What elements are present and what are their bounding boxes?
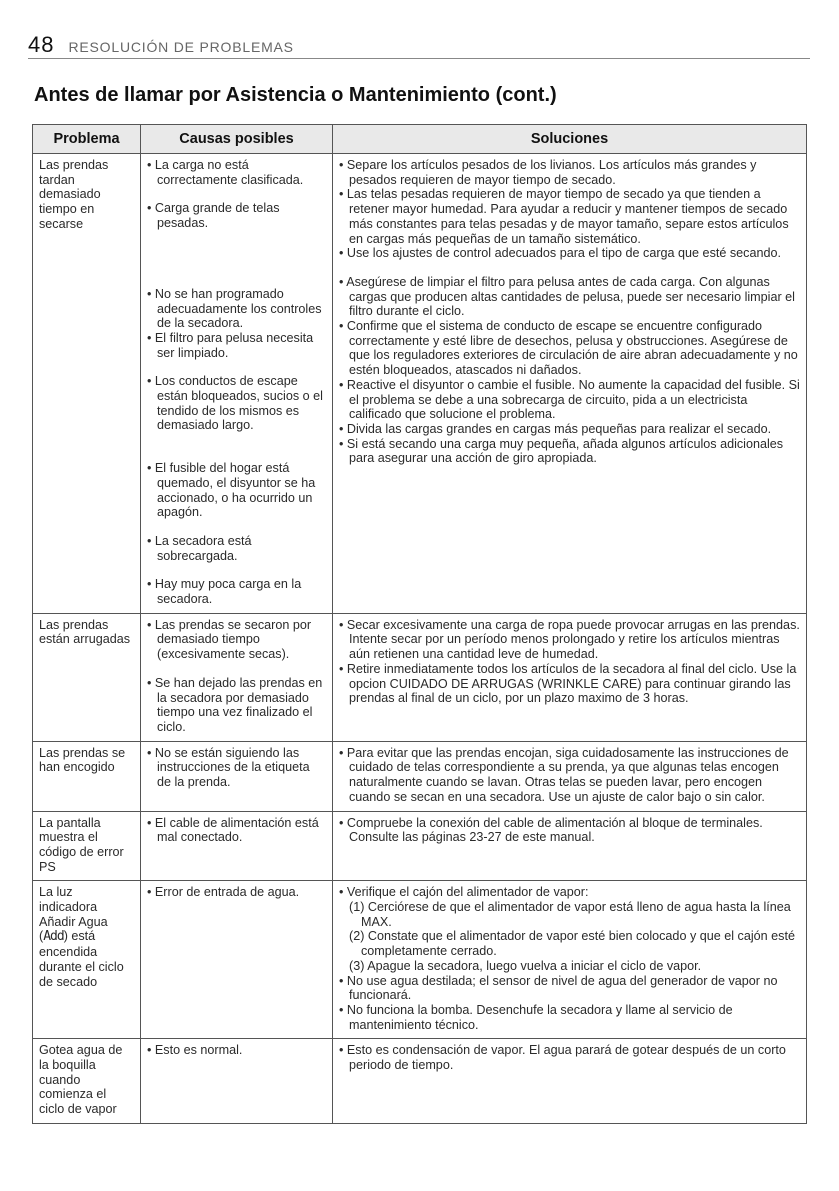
solution-item: • Reactive el disyuntor o cambie el fusible. No aumente la capacidad del fusible. Si el problema se debe a una sobrecarga de circuito, pida a un electricista calificado que solucione el problema. bbox=[339, 377, 800, 422]
causes-cell bbox=[141, 154, 333, 614]
problem-cell: Las prendas se han encogido bbox=[33, 741, 141, 811]
solution-subitem: (2) Constate que el alimentador de vapor esté bien colocado y que el cajón esté completamente cerrado. bbox=[349, 929, 795, 959]
cause-item: • El fusible del hogar está quemado, el disyuntor se ha accionado, o ha ocurrido un apagón. bbox=[147, 461, 316, 520]
table-header-row bbox=[33, 125, 807, 154]
problem-cell bbox=[33, 881, 141, 1039]
cause-item: • El cable de alimentación está mal conectado. bbox=[147, 815, 319, 845]
solution-item: • Secar excesivamente una carga de ropa puede provocar arrugas en las prendas. Intente secar por un período menos prolongado y retire los artículos mientras aún retienen una cantidad leve de humedad. bbox=[339, 617, 800, 662]
table-row bbox=[33, 154, 807, 614]
header-problem: Problema bbox=[33, 125, 141, 154]
cause-item: • La secadora está sobrecargada. bbox=[147, 533, 252, 563]
section-title: RESOLUCIÓN DE PROBLEMAS bbox=[68, 39, 294, 55]
solution-item: • Verifique el cajón del alimentador de vapor: bbox=[339, 885, 589, 900]
solution-item: • Divida las cargas grandes en cargas más pequeñas para realizar el secado. bbox=[339, 421, 772, 436]
problem-cell: La pantalla muestra el código de error PS bbox=[33, 811, 141, 881]
problem-text: La luz indicadora Añadir Agua ( bbox=[39, 885, 108, 944]
problem-text: ) está encendida durante el ciclo de secado bbox=[39, 929, 124, 989]
causes-cell bbox=[141, 811, 333, 881]
header-solutions: Soluciones bbox=[333, 125, 807, 154]
cause-item: • No se han programado adecuadamente los controles de la secadora. bbox=[147, 286, 322, 331]
solution-subitem: (3) Apague la secadora, luego vuelva a iniciar el ciclo de vapor. bbox=[349, 958, 702, 973]
cause-item: • Hay muy poca carga en la secadora. bbox=[147, 577, 302, 607]
solutions-cell bbox=[333, 154, 807, 614]
table-row bbox=[33, 613, 807, 741]
table-row bbox=[33, 881, 807, 1039]
solution-item: • Separe los artículos pesados de los livianos. Los artículos más grandes y pesados requieren de mayor tiempo de secado. bbox=[339, 158, 757, 187]
solution-item: • Retire inmediatamente todos los artículos de la secadora al final del ciclo. Use la opcion CUIDADO DE ARRUGAS (WRINKLE CARE) para continuar girando las prendas al final de un ciclo, por un plazo maximo de 3 horas. bbox=[339, 661, 797, 706]
solutions-cell bbox=[333, 1039, 807, 1124]
causes-cell bbox=[141, 613, 333, 741]
troubleshooting-table bbox=[32, 124, 807, 1124]
solution-item: • Confirme que el sistema de conducto de escape se encuentre configurado correctamente y esté libre de desechos, pelusa y obstrucciones. Asegúrese de que los reguladores exteriores de circulación de aire abran adecuadamente y no estén bloqueados, atascados ni dañados. bbox=[339, 319, 798, 378]
cause-item: • Error de entrada de agua. bbox=[147, 885, 300, 900]
cause-item: • La carga no está correctamente clasificada. bbox=[147, 158, 304, 187]
solutions-cell bbox=[333, 741, 807, 811]
solutions-cell bbox=[333, 881, 807, 1039]
causes-cell bbox=[141, 741, 333, 811]
table-row bbox=[33, 811, 807, 881]
solutions-cell bbox=[333, 811, 807, 881]
cause-item: • Los conductos de escape están bloqueados, sucios o el tendido de los mismos es demasiado largo. bbox=[147, 374, 323, 433]
causes-cell bbox=[141, 881, 333, 1039]
solution-item: • Asegúrese de limpiar el filtro para pelusa antes de cada carga. Con algunas cargas que producen altas cantidades de pelusa, puede ser necesario limpiar el filtro durante el ciclo. bbox=[339, 274, 795, 319]
add-water-indicator-icon: Add bbox=[43, 929, 64, 945]
page-title: Antes de llamar por Asistencia o Mantenimiento (cont.) bbox=[34, 84, 557, 106]
solution-item: • Si está secando una carga muy pequeña, añada algunos artículos adicionales para asegurar una acción de giro apropiada. bbox=[339, 436, 784, 466]
solution-item: • No use agua destilada; el sensor de nivel de agua del generador de vapor no funcionará. bbox=[339, 973, 778, 1003]
causes-cell bbox=[141, 1039, 333, 1124]
cause-item: • Carga grande de telas pesadas. bbox=[147, 201, 280, 231]
cause-item: • No se están siguiendo las instrucciones de la etiqueta de la prenda. bbox=[147, 745, 310, 790]
page-number: 48 bbox=[28, 32, 55, 57]
table-row bbox=[33, 1039, 807, 1124]
solution-item: • Compruebe la conexión del cable de alimentación al bloque de terminales. Consulte las páginas 23-27 de este manual. bbox=[339, 815, 763, 845]
problem-cell: Las prendas tardan demasiado tiempo en secarse bbox=[33, 154, 141, 614]
solution-item: • Use los ajustes de control adecuados para el tipo de carga que esté secando. bbox=[339, 246, 781, 261]
problem-cell: Gotea agua de la boquilla cuando comienza el ciclo de vapor bbox=[33, 1039, 141, 1124]
solution-item: • Las telas pesadas requieren de mayor tiempo de secado ya que tienden a retener mayor humedad. Para ayudar a reducir y mantener tiempos de secado más constantes para telas pesadas y de mayor tamaño, separe estos artículos en cargas más pequeñas de un tamaño sistemático. bbox=[339, 187, 789, 246]
header-causes: Causas posibles bbox=[141, 125, 333, 154]
cause-item: • Se han dejado las prendas en la secadora por demasiado tiempo una vez finalizado el ciclo. bbox=[147, 675, 323, 734]
table-row bbox=[33, 741, 807, 811]
solutions-cell bbox=[333, 613, 807, 741]
cause-item: • Las prendas se secaron por demasiado tiempo (excesivamente secas). bbox=[147, 617, 312, 662]
cause-item: • Esto es normal. bbox=[147, 1043, 243, 1058]
solution-item: • No funciona la bomba. Desenchufe la secadora y llame al servicio de mantenimiento técnico. bbox=[339, 1002, 733, 1032]
cause-item: • El filtro para pelusa necesita ser limpiado. bbox=[147, 330, 314, 360]
problem-cell: Las prendas están arrugadas bbox=[33, 613, 141, 741]
solution-subitem: (1) Cerciórese de que el alimentador de vapor está lleno de agua hasta la línea MAX. bbox=[349, 900, 791, 929]
page-header bbox=[28, 30, 810, 59]
solution-item: • Esto es condensación de vapor. El agua parará de gotear después de un corto periodo de tiempo. bbox=[339, 1043, 786, 1073]
solution-item: • Para evitar que las prendas encojan, siga cuidadosamente las instrucciones de cuidado de telas correspondiente a su prenda, ya que algunas telas encogen naturalmente cuando se lavan. Otras telas se pueden lavar, pero encogen cuando se secan en una secadora. Use un ajuste de calor bajo o sin calor. bbox=[339, 745, 789, 804]
